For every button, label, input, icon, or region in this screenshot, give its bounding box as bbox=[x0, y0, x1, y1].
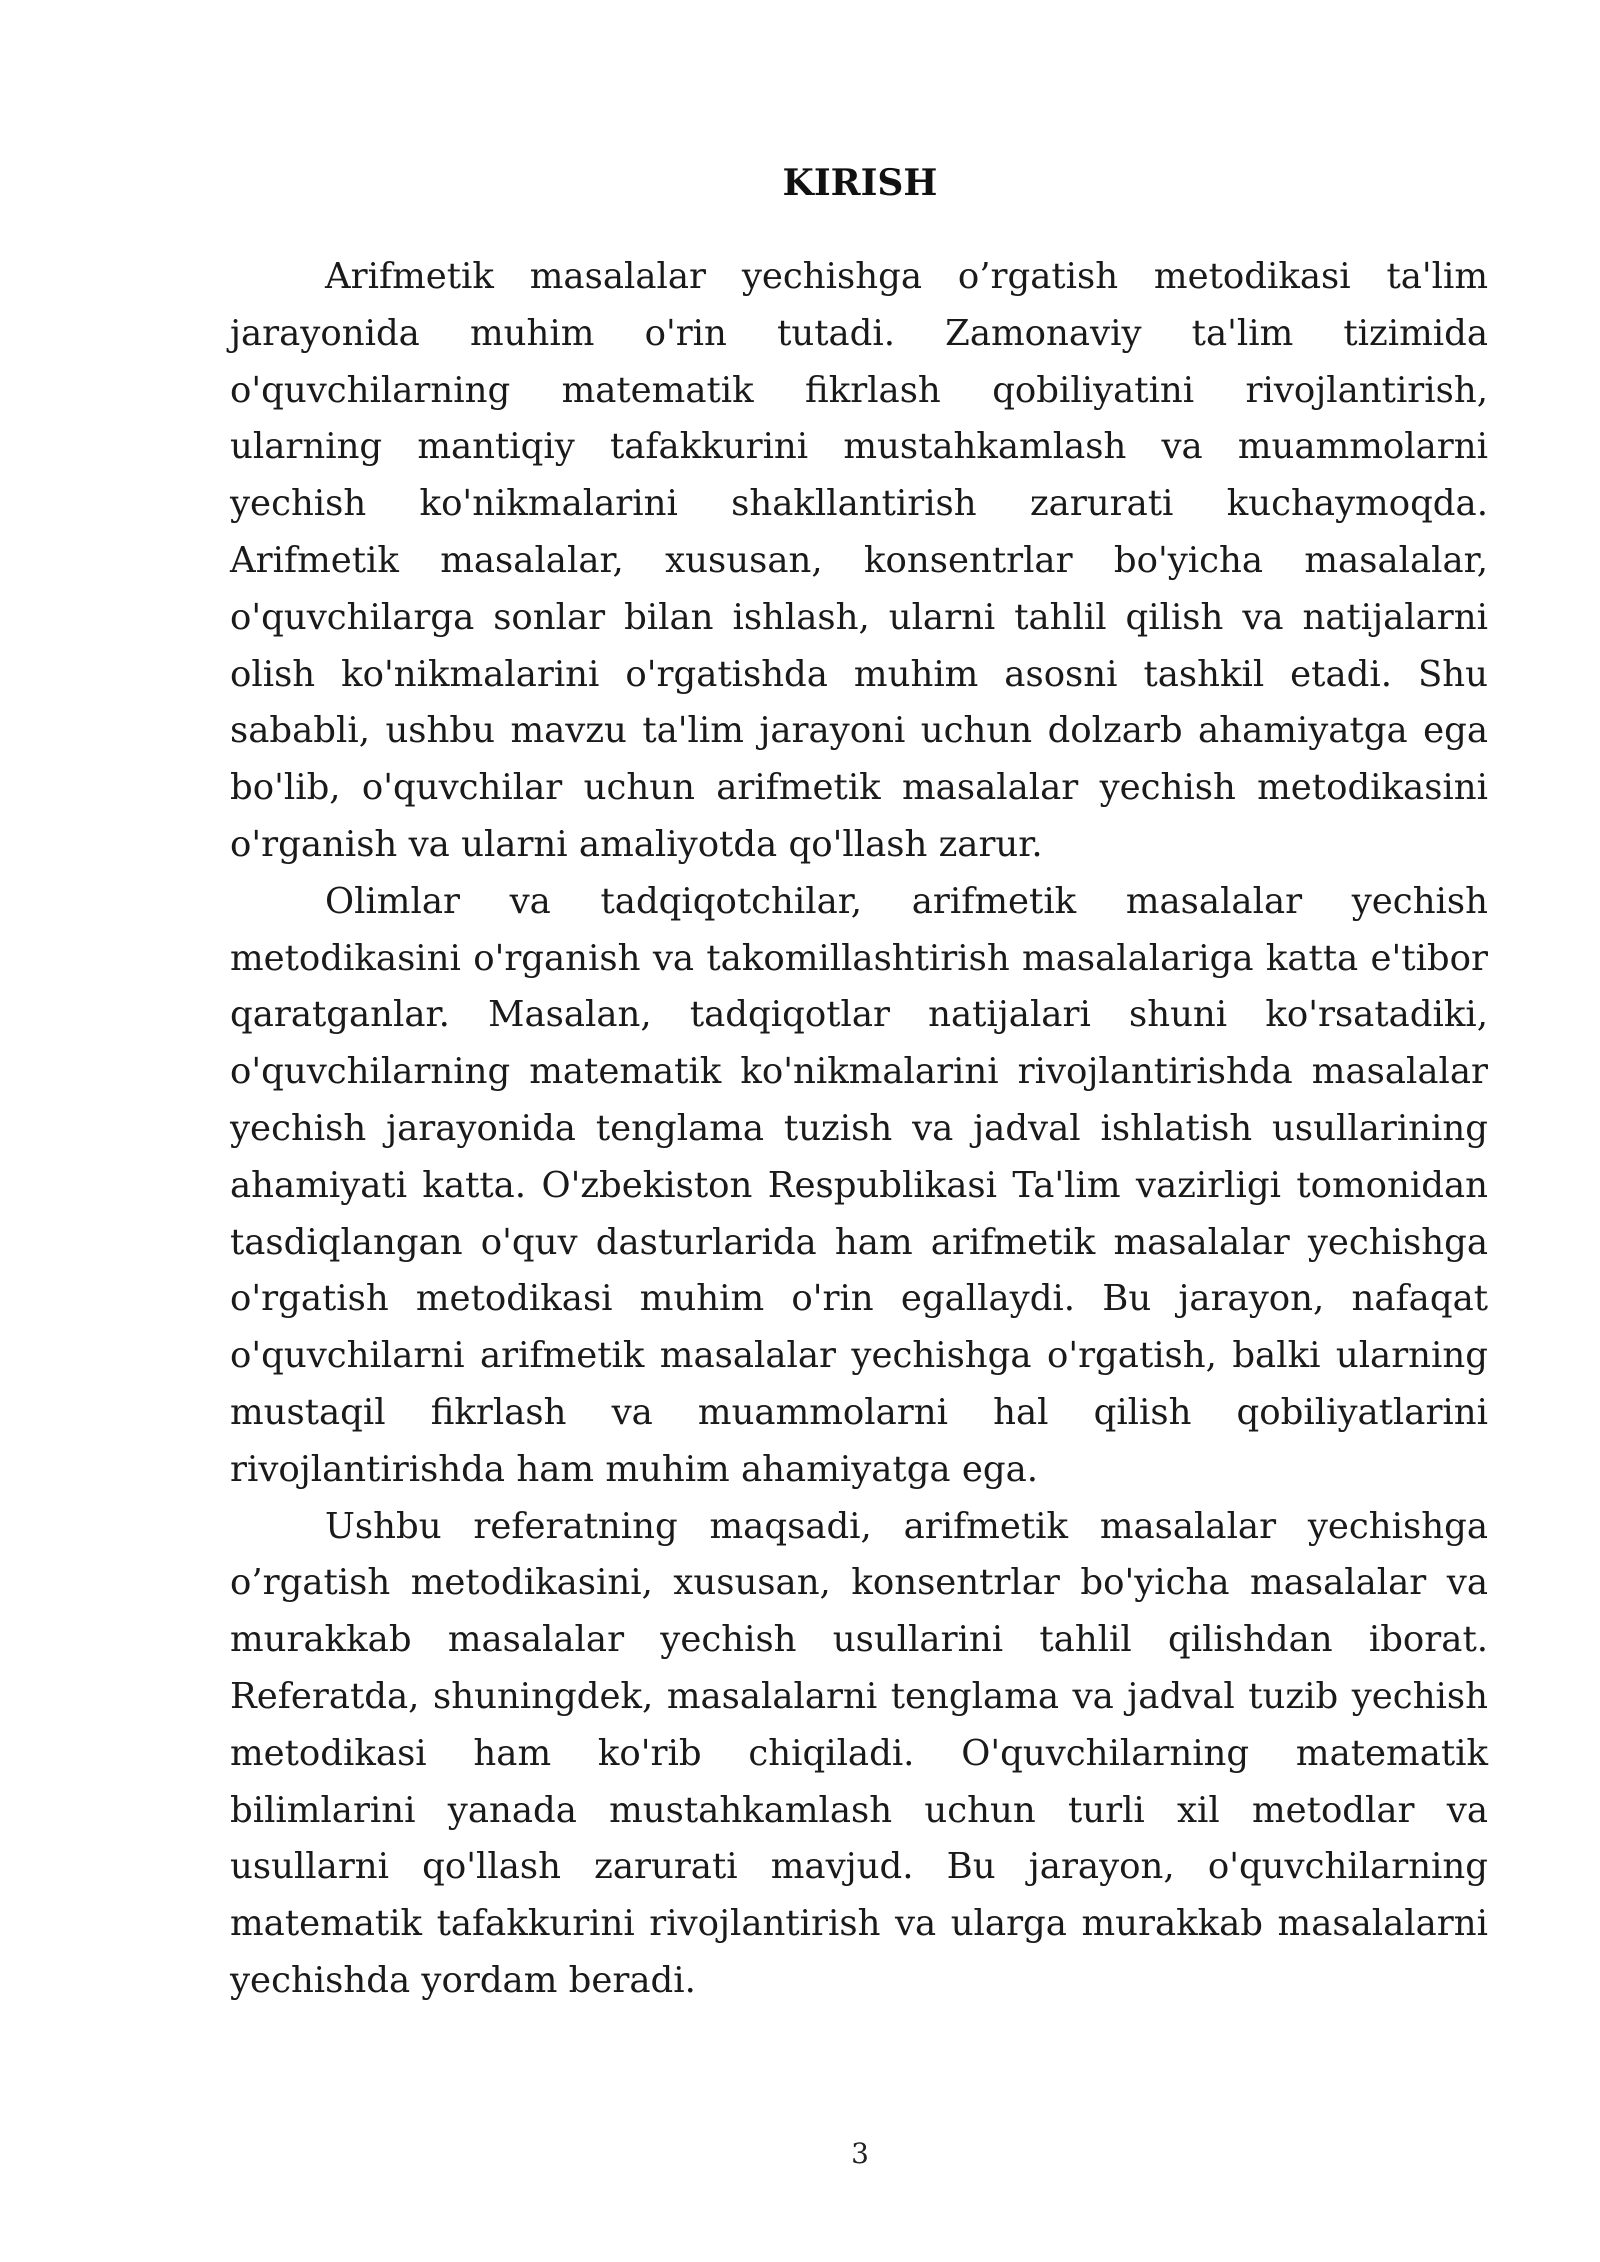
section-title: KIRISH bbox=[782, 162, 938, 204]
body-text bbox=[230, 249, 1488, 2010]
paragraph-researchers: Olimlar va tadqiqotchilar, arifmetik masalalar yechish metodikasini o'rganish va takomillashtirish masalalariga katta e'tibor qaratganlar. Masalan, tadqiqotlar natijalari shuni ko'rsatadiki, o'quvchilarning matematik ko'nikmalarini rivojlantirishda masalalar yechish jarayonida tenglama tuzish va jadval ishlatish usullarining ahamiyati katta. O'zbekiston Respublikasi Ta'lim vazirligi tomonidan tasdiqlangan o'quv dasturlarida ham arifmetik masalalar yechishga o'rgatish metodikasi muhim o'rin egallaydi. Bu jarayon, nafaqat o'quvchilarni arifmetik masalalar yechishga o'rgatish, balki ularning mustaqil fikrlash va muammolarni hal qilish qobiliyatlarini rivojlantirishda ham muhim ahamiyatga ega. bbox=[230, 880, 1488, 1490]
paragraph-goal: Ushbu referatning maqsadi, arifmetik masalalar yechishga o’rgatish metodikasini, xususan, konsentrlar bo'yicha masalalar va murakkab masalalar yechish usullarini tahlil qilishdan iborat. Referatda, shuningdek, masalalarni tenglama va jadval tuzib yechish metodikasi ham ko'rib chiqiladi. O'quvchilarning matematik bilimlarini yanada mustahkamlash uchun turli xil metodlar va usullarni qo'llash zarurati mavjud. Bu jarayon, o'quvchilarning matematik tafakkurini rivojlantirish va ularga murakkab masalalarni yechishda yordam beradi. bbox=[230, 1505, 1488, 2001]
paragraph-intro: Arifmetik masalalar yechishga o’rgatish metodikasi ta'lim jarayonida muhim o'rin tutadi. Zamonaviy ta'lim tizimida o'quvchilarning matematik fikrlash qobiliyatini rivojlantirish, ularning mantiqiy tafakkurini mustahkamlash va muammolarni yechish ko'nikmalarini shakllantirish zarurati kuchaymoqda. Arifmetik masalalar, xususan, konsentrlar bo'yicha masalalar, o'quvchilarga sonlar bilan ishlash, ularni tahlil qilish va natijalarni olish ko'nikmalarini o'rgatishda muhim asosni tashkil etadi. Shu sababli, ushbu mavzu ta'lim jarayoni uchun dolzarb ahamiyatga ega bo'lib, o'quvchilar uchun arifmetik masalalar yechish metodikasini o'rganish va ularni amaliyotda qo'llash zarur. bbox=[230, 256, 1488, 865]
page-number: 3 bbox=[851, 2137, 869, 2170]
